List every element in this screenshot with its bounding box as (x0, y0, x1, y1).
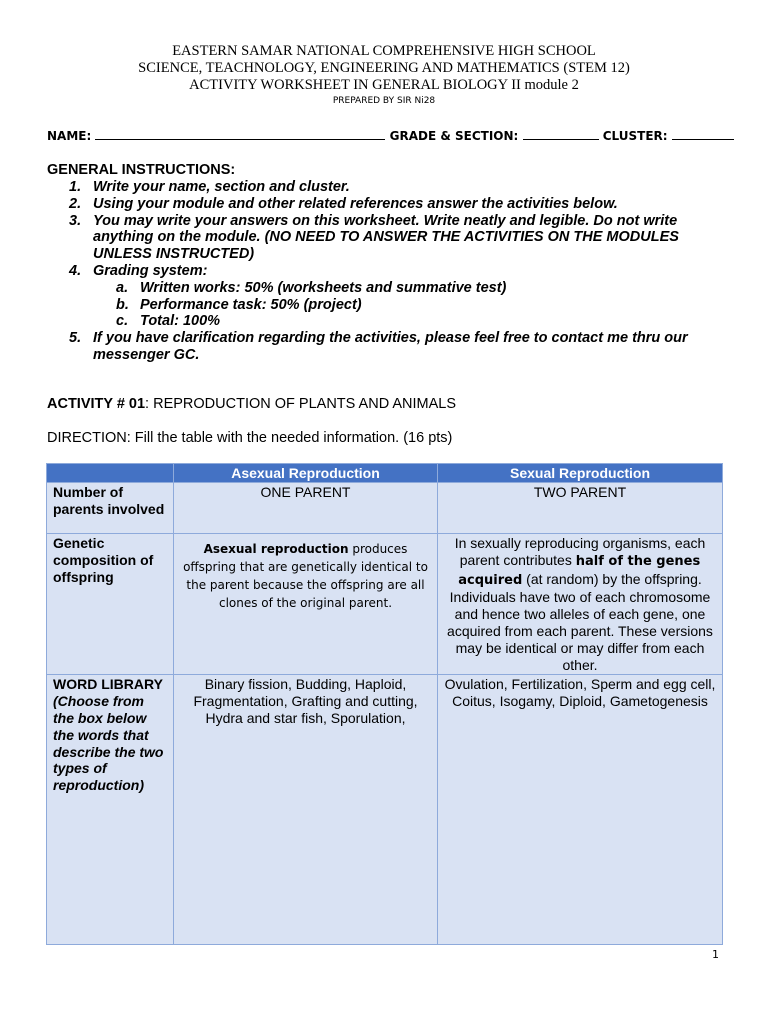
worksheet-title: ACTIVITY WORKSHEET IN GENERAL BIOLOGY II module 2 (189, 77, 579, 93)
grade-section-blank[interactable] (523, 126, 599, 140)
student-info-line (47, 126, 727, 145)
answer-cell-sexual[interactable]: Ovulation, Fertilization, Sperm and egg cell, Coitus, Isogamy, Diploid, Gametogenesis (438, 675, 723, 945)
table-row (47, 534, 723, 675)
cluster-label: CLUSTER: (602, 129, 668, 143)
grading-item: a. Written works: 50% (worksheets and summative test) (116, 279, 507, 296)
header-asexual: Asexual Reproduction (174, 464, 438, 483)
grading-item: b. Performance task: 50% (project) (116, 296, 362, 313)
activity-topic: : REPRODUCTION OF PLANTS AND ANIMALS (145, 396, 457, 412)
answer-cell-sexual[interactable]: In sexually reproducing organisms, each parent contributes half of the genes acquired (at random) by the offspring. Individuals have two of each chromosome and hence two alleles of each gene, one acquired from each parent. These versions may be identical or may differ from each other. (438, 534, 723, 675)
page-number: 1 (712, 948, 719, 961)
table-header-row (47, 464, 723, 483)
name-blank[interactable] (95, 126, 385, 140)
instruction-item: 4. Grading system: (69, 262, 208, 279)
instruction-item: 3. You may write your answers on this worksheet. Write neatly and legible. Do not write anything on the module. (NO NEED TO ANSWER THE ACTIVITIES ON THE MODULES UNLESS INSTRUCTED) (69, 212, 679, 263)
prepared-by: PREPARED BY SIR Ni28 (332, 96, 436, 106)
activity-title (47, 396, 456, 413)
instruction-item: 2. Using your module and other related references answer the activities below. (69, 195, 618, 212)
instructions-list (47, 179, 727, 364)
table-row (47, 675, 723, 945)
answer-cell-sexual[interactable]: TWO PARENT (438, 483, 723, 534)
grade-section-label: GRADE & SECTION: (389, 129, 519, 143)
school-name: EASTERN SAMAR NATIONAL COMPREHENSIVE HIGH SCHOOL (172, 43, 596, 59)
strand-title: SCIENCE, TEACHNOLOGY, ENGINEERING AND MATHEMATICS (STEM 12) (138, 60, 630, 76)
row-label: Genetic composition of offspring (47, 534, 174, 675)
instructions-title: GENERAL INSTRUCTIONS: (47, 162, 236, 178)
header-sexual: Sexual Reproduction (438, 464, 723, 483)
activity-number: ACTIVITY # 01 (47, 396, 146, 412)
activity-direction: DIRECTION: Fill the table with the needed information. (16 pts) (47, 430, 453, 446)
answer-cell-asexual[interactable]: ONE PARENT (174, 483, 438, 534)
header-cell-blank (47, 464, 174, 483)
instruction-item: 1. Write your name, section and cluster. (69, 179, 350, 195)
grading-item: c. Total: 100% (116, 313, 221, 330)
answer-cell-asexual[interactable]: Binary fission, Budding, Haploid, Fragmentation, Grafting and cutting, Hydra and star fish, Sporulation, (174, 675, 438, 945)
reproduction-table (46, 463, 723, 945)
cluster-blank[interactable] (672, 126, 734, 140)
row-label: Number of parents involved (47, 483, 174, 534)
answer-cell-asexual[interactable]: Asexual reproduction produces offspring that are genetically identical to the parent because the offspring are all clones of the original parent. (174, 534, 438, 675)
name-label: NAME: (47, 129, 92, 143)
instruction-item: 5. If you have clarification regarding the activities, please feel free to contact me thru our messenger GC. (69, 330, 688, 363)
table-row (47, 483, 723, 534)
row-label: WORD LIBRARY (Choose from the box below the words that describe the two types of reproduction) (47, 675, 174, 945)
